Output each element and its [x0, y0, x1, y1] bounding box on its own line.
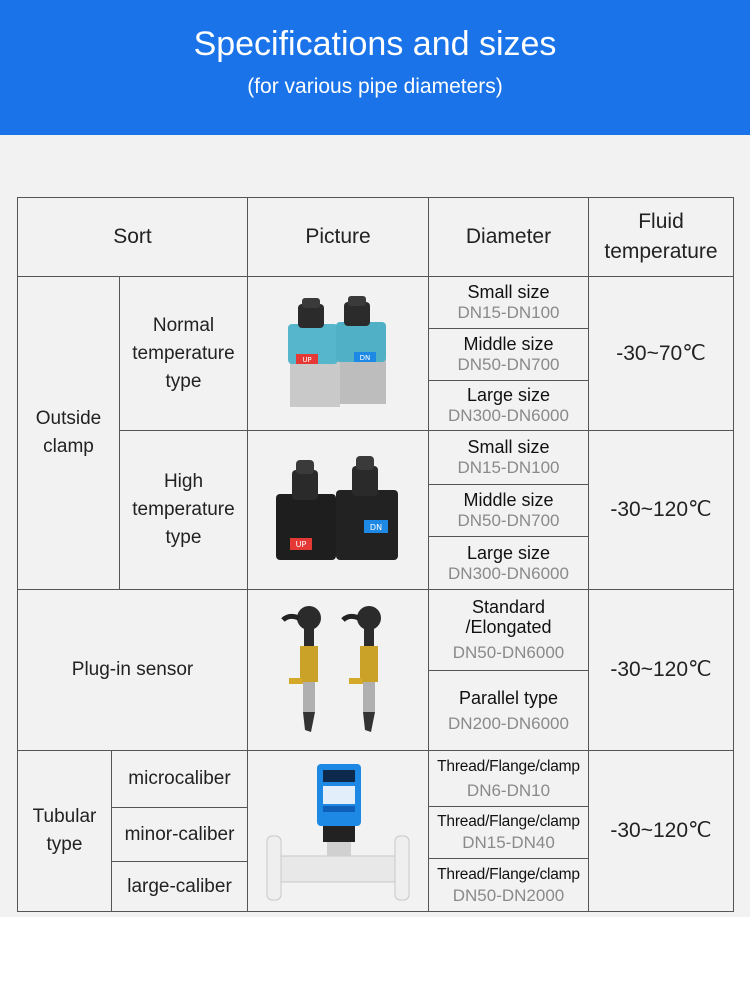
diameter-tubular-large [428, 858, 589, 912]
diameter-high-middle [428, 484, 589, 537]
size-name: Small size [467, 282, 550, 302]
category-tubular-type: Tubular type [17, 750, 112, 912]
size-name: Thread/Flange/clamp [437, 757, 580, 775]
size-name: Thread/Flange/clamp [437, 813, 580, 830]
subtype-normal-temperature: Normal temperature type [119, 276, 248, 431]
temperature-plug-in: -30~120℃ [588, 589, 734, 751]
size-range: DN300-DN6000 [448, 563, 569, 583]
diameter-tubular-minor [428, 806, 589, 859]
col-header-picture: Picture [247, 197, 429, 277]
temperature-high: -30~120℃ [588, 430, 734, 590]
svg-text:UP: UP [302, 355, 312, 364]
col-header-diameter: Diameter [428, 197, 589, 277]
category-outside-clamp: Outside clamp [17, 276, 120, 590]
plug-in-sensor-image [247, 589, 429, 751]
size-range: DN300-DN6000 [448, 406, 569, 425]
size-range: DN15-DN100 [457, 458, 560, 477]
temperature-normal: -30~70℃ [588, 276, 734, 431]
diameter-high-large [428, 536, 589, 590]
diameter-plug-parallel [428, 670, 589, 751]
size-range: DN200-DN6000 [448, 713, 569, 733]
diameter-tubular-micro [428, 750, 589, 807]
diameter-high-small [428, 430, 589, 485]
temperature-tubular: -30~120℃ [588, 750, 734, 912]
diameter-normal-large [428, 380, 589, 431]
diameter-plug-standard [428, 589, 589, 671]
high-temp-sensor-image [247, 430, 429, 590]
subtype-large-caliber: large-caliber [111, 861, 248, 912]
size-name: Small size [467, 437, 550, 457]
size-name: Parallel type [458, 687, 559, 708]
size-range: DN50-DN6000 [452, 643, 565, 662]
size-range: DN6-DN10 [466, 780, 551, 800]
size-range: DN50-DN700 [457, 511, 560, 530]
diameter-normal-middle [428, 328, 589, 381]
page-title: Specifications and sizes [193, 25, 557, 63]
svg-text:UP: UP [295, 540, 307, 549]
size-name: Large size [466, 385, 551, 405]
subtype-high-temperature: High temperature type [119, 430, 248, 590]
size-range: DN50-DN2000 [452, 885, 565, 905]
tubular-meter-image [247, 750, 429, 912]
svg-text:DN: DN [359, 353, 371, 362]
size-range: DN15-DN100 [457, 303, 560, 322]
subtype-microcaliber: microcaliber [111, 750, 248, 808]
size-name: Thread/Flange/clamp [437, 865, 580, 883]
size-name: Middle size [463, 334, 554, 354]
col-header-sort: Sort [17, 197, 248, 277]
page-subtitle: (for various pipe diameters) [247, 75, 503, 98]
page-footer-space [0, 917, 750, 997]
diameter-normal-small [428, 276, 589, 329]
size-name: Large size [466, 542, 551, 563]
size-range: DN15-DN40 [462, 833, 555, 852]
col-header-fluid-temperature: Fluid temperature [588, 197, 734, 277]
size-name: Standard /Elongated [465, 597, 552, 637]
size-range: DN50-DN700 [457, 355, 560, 374]
page-header [0, 0, 750, 135]
subtype-minor-caliber: minor-caliber [111, 807, 248, 862]
svg-text:DN: DN [369, 523, 383, 532]
category-plug-in-sensor: Plug-in sensor [17, 589, 248, 751]
size-name: Middle size [463, 490, 554, 510]
normal-temp-sensor-image [247, 276, 429, 431]
